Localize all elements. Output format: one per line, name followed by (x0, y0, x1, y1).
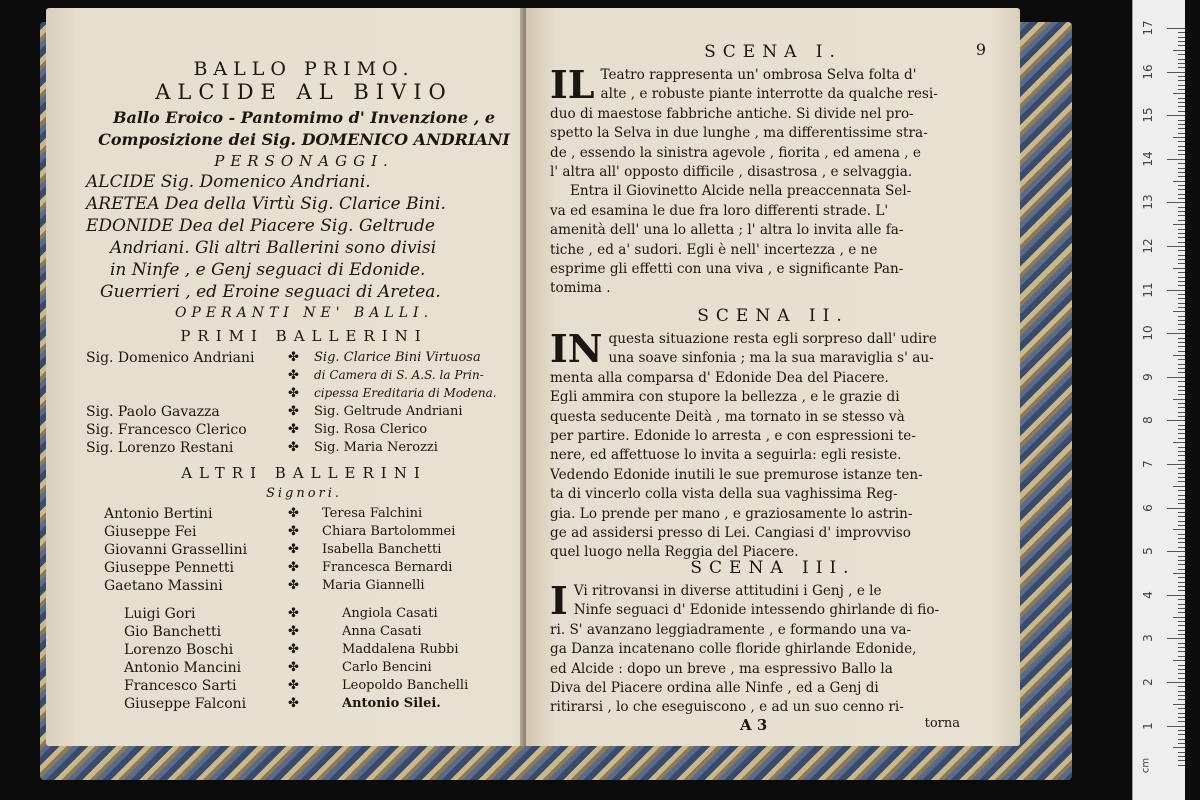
ruler-number: 9 (1141, 372, 1155, 381)
ruler-tick (1178, 556, 1185, 557)
ruler-tick (1178, 368, 1185, 369)
ruler-tick (1178, 547, 1185, 548)
cast-line: ALCIDE Sig. Domenico Andriani. (86, 172, 371, 192)
left-page (46, 8, 562, 746)
dancer-name: Antonio Mancini (124, 660, 242, 676)
ruler-tick (1178, 477, 1185, 478)
ruler-tick (1173, 617, 1185, 618)
catchword: torna (924, 716, 960, 731)
ruler-tick (1178, 765, 1185, 766)
text-line: duo di maestose fabbriche antiche. Si divide nel pro- (550, 105, 914, 122)
text-line: quel luogo nella Reggia del Piacere. (550, 544, 799, 561)
ruler-tick (1178, 447, 1185, 448)
ruler-tick (1178, 713, 1185, 714)
text-line: tiche , ed a' sudori. Egli è nell' incertezza , e ne (550, 241, 878, 258)
ruler-tick (1178, 189, 1185, 190)
text-line: Vedendo Edonide inutili le sue premurose istanze ten- (550, 466, 923, 483)
text-line: tomima . (550, 280, 611, 297)
fleuron-icon: ✤ (288, 350, 299, 365)
ruler-number: 6 (1141, 503, 1155, 512)
ruler-tick (1173, 93, 1185, 94)
ruler-tick (1178, 194, 1185, 195)
dancer-name: Francesco Sarti (124, 678, 237, 694)
ruler-tick (1178, 32, 1185, 33)
ruler-tick (1167, 595, 1185, 596)
ruler-tick (1178, 259, 1185, 260)
ruler-tick (1178, 752, 1185, 753)
ruler-tick (1178, 669, 1185, 670)
ruler-tick (1178, 102, 1185, 103)
ruler-tick (1178, 412, 1185, 413)
ruler-tick (1173, 137, 1185, 138)
altri-heading: ALTRI BALLERINI (181, 464, 427, 482)
ruler-tick (1178, 120, 1185, 121)
scena-2-text (550, 326, 998, 563)
dancer-name: Maria Giannelli (322, 578, 425, 593)
ruler-tick (1178, 342, 1185, 343)
primi-heading: PRIMI BALLERINI (180, 327, 428, 345)
ruler-tick (1178, 242, 1185, 243)
ruler-tick (1178, 490, 1185, 491)
right-page (526, 8, 1020, 746)
ruler-tick (1167, 377, 1185, 378)
ruler-tick (1178, 133, 1185, 134)
ruler-number: 14 (1141, 151, 1155, 167)
dancer-name: Isabella Banchetti (322, 542, 442, 557)
ruler-tick (1178, 678, 1185, 679)
ruler-number: 11 (1141, 281, 1155, 298)
dancer-name: Leopoldo Banchelli (342, 678, 469, 693)
ruler-tick (1178, 45, 1185, 46)
ruler-tick (1178, 59, 1185, 60)
ruler-tick (1178, 163, 1185, 164)
ruler-tick (1178, 67, 1185, 68)
ruler-tick (1178, 390, 1185, 391)
ruler-tick (1178, 63, 1185, 64)
text-line: l' altra all' opposto difficile , disastrosa , e selvaggia. (550, 164, 913, 181)
ruler-tick (1178, 516, 1185, 517)
ruler-tick (1178, 739, 1185, 740)
ruler-tick (1178, 665, 1185, 666)
dancer-name: Antonio Silei. (342, 696, 441, 711)
ruler-tick (1178, 564, 1185, 565)
dancer-name: Sig. Maria Nerozzi (314, 440, 438, 455)
text-line: gia. Lo prende per mano , e graziosamente lo astrin- (550, 505, 913, 522)
text-line: alte , e robuste piante interrotte da qualche resi- (600, 86, 938, 103)
ruler-number: 8 (1141, 416, 1155, 425)
text-line: questa seducente Deità , ma tornato in se stesso và (550, 408, 905, 425)
ruler-tick (1178, 359, 1185, 360)
text-line: Teatro rappresenta un' ombrosa Selva folta d' (600, 67, 917, 83)
ruler-tick (1178, 433, 1185, 434)
ruler-tick (1178, 176, 1185, 177)
text-line: esprime gli effetti con una viva , e significante Pan- (550, 261, 904, 278)
text-line: ga Danza incatenano colle floride ghirlande Edonide, (550, 641, 917, 658)
ruler-tick (1178, 651, 1185, 652)
ruler-tick (1178, 451, 1185, 452)
ruler-tick (1178, 760, 1185, 761)
dancer-name: Chiara Bartolommei (322, 524, 456, 539)
ruler-tick (1178, 621, 1185, 622)
ruler-tick (1178, 98, 1185, 99)
ruler-tick (1178, 324, 1185, 325)
ruler-tick (1178, 237, 1185, 238)
ruler-tick (1178, 438, 1185, 439)
ballo-subtitle: ALCIDE AL BIVIO (155, 80, 453, 104)
ruler-tick (1178, 364, 1185, 365)
ruler-tick (1178, 37, 1185, 38)
scena-1-title: SCENA I. (704, 42, 842, 62)
ruler-tick (1178, 272, 1185, 273)
ruler-number: 1 (1141, 721, 1155, 730)
ruler-tick (1178, 338, 1185, 339)
ruler-tick (1173, 660, 1185, 661)
text-line: ge ad assidersi presso di Lei. Cangiasi d' improvviso (550, 525, 911, 542)
text-line: ri. S' avanzano leggiadramente , e formando una va- (550, 621, 912, 638)
fleuron-icon: ✤ (288, 368, 299, 383)
dancer-name: Luigi Gori (124, 606, 196, 622)
ruler-tick (1178, 429, 1185, 430)
dancer-name: Anna Casati (342, 624, 422, 639)
ruler-tick (1178, 673, 1185, 674)
ruler-tick (1178, 656, 1185, 657)
ruler-tick (1178, 695, 1185, 696)
ruler-number: 13 (1141, 194, 1155, 211)
text-line: Ninfe seguaci d' Edonide intessendo ghirlande di fio- (573, 602, 940, 619)
text-line: Diva del Piacere ordina alle Ninfe , ed a Genj di (550, 680, 879, 697)
fleuron-icon: ✤ (288, 678, 299, 693)
text-line: de , essendo la sinistra agevole , fiorita , ed amena , e (550, 144, 921, 161)
ruler-tick (1178, 41, 1185, 42)
text-line: Entra il Giovinetto Alcide nella preaccennata Sel- (570, 183, 912, 200)
ruler-tick (1178, 229, 1185, 230)
ruler-tick (1178, 612, 1185, 613)
ruler-tick (1178, 708, 1185, 709)
dancer-name: Lorenzo Boschi (124, 642, 234, 658)
ruler-tick (1178, 211, 1185, 212)
text-line: amenità dell' una lo alletta ; l' altra lo invita alle fa- (550, 222, 904, 239)
ruler-tick (1178, 198, 1185, 199)
text-line: menta alla comparsa d' Edonide Dea del Piacere. (550, 369, 889, 386)
dancer-name: Sig. Francesco Clerico (86, 422, 247, 438)
dancer-name: Sig. Geltrude Andriani (314, 404, 463, 419)
dancer-name: Sig. Paolo Gavazza (86, 404, 220, 420)
ruler-tick (1178, 455, 1185, 456)
ruler-tick (1178, 495, 1185, 496)
text-line: va ed esamina le due fra loro differenti strade. L' (550, 202, 889, 219)
ruler-tick (1178, 604, 1185, 605)
ruler-tick (1178, 277, 1185, 278)
ruler-tick (1167, 246, 1185, 247)
ruler-tick (1173, 529, 1185, 530)
ruler-tick (1178, 599, 1185, 600)
dancer-name: Sig. Rosa Clerico (314, 422, 428, 437)
ruler-tick (1178, 150, 1185, 151)
cast-line: Guerrieri , ed Eroine seguaci di Aretea. (100, 282, 441, 302)
dancer-name: Sig. Lorenzo Restani (86, 440, 234, 456)
ruler-tick (1178, 730, 1185, 731)
fleuron-icon: ✤ (288, 506, 299, 521)
ruler-tick (1178, 756, 1185, 757)
ruler-tick (1167, 290, 1185, 291)
ruler-tick (1178, 468, 1185, 469)
dancer-name: Giuseppe Pennetti (104, 560, 234, 576)
ruler-tick (1178, 569, 1185, 570)
ruler-tick (1178, 54, 1185, 55)
ruler-tick (1178, 577, 1185, 578)
ruler-tick (1178, 425, 1185, 426)
scena-3-text (550, 578, 998, 718)
ruler-tick (1178, 285, 1185, 286)
ruler-tick (1178, 734, 1185, 735)
ruler-tick (1178, 403, 1185, 404)
measuring-ruler (1132, 0, 1185, 800)
ruler-tick (1167, 551, 1185, 552)
ruler-tick (1178, 85, 1185, 86)
ruler-tick (1178, 721, 1185, 722)
ruler-tick (1178, 460, 1185, 461)
fleuron-icon: ✤ (288, 660, 299, 675)
ruler-number: 2 (1141, 678, 1155, 686)
ruler-tick (1178, 381, 1185, 382)
ruler-tick (1167, 72, 1185, 73)
personaggi-heading: PERSONAGGI. (214, 152, 394, 170)
ruler-tick (1178, 220, 1185, 221)
ruler-tick (1178, 499, 1185, 500)
ruler-tick (1178, 298, 1185, 299)
ruler-tick (1178, 128, 1185, 129)
operanti-heading: OPERANTI NE' BALLI. (174, 305, 434, 321)
ruler-tick (1178, 372, 1185, 373)
fleuron-icon: ✤ (288, 606, 299, 621)
dancer-name: Teresa Falchini (322, 506, 423, 521)
cast-line: ARETEA Dea della Virtù Sig. Clarice Bini. (86, 194, 446, 214)
fleuron-icon: ✤ (288, 624, 299, 639)
ruler-tick (1178, 111, 1185, 112)
cast-line: in Ninfe , e Genj seguaci di Edonide. (110, 260, 426, 280)
ruler-tick (1173, 50, 1185, 51)
dancer-name: Carlo Bencini (342, 660, 432, 675)
fleuron-icon: ✤ (288, 524, 299, 539)
ruler-tick (1178, 538, 1185, 539)
ruler-number: 5 (1141, 547, 1155, 556)
ruler-tick (1178, 154, 1185, 155)
dancer-name: Sig. Clarice Bini Virtuosa (314, 350, 481, 365)
ballo-desc-2: Composizione dei Sig. DOMENICO ANDRIANI (98, 130, 510, 149)
ruler-tick (1167, 464, 1185, 465)
text-line: ta di vincerlo colla vista della sua vaghissima Reg- (550, 486, 898, 503)
ruler-tick (1178, 407, 1185, 408)
ruler-number: 16 (1141, 63, 1155, 80)
ruler-tick (1173, 704, 1185, 705)
ruler-number: 12 (1141, 238, 1155, 254)
ruler-tick (1173, 224, 1185, 225)
dancer-name: Antonio Bertini (104, 506, 213, 522)
ruler-tick (1167, 420, 1185, 421)
signori-heading: Signori. (265, 486, 343, 501)
ruler-tick (1178, 560, 1185, 561)
ruler-tick (1167, 333, 1185, 334)
ruler-tick (1167, 508, 1185, 509)
ruler-tick (1178, 172, 1185, 173)
ruler-tick (1178, 717, 1185, 718)
ruler-tick (1178, 608, 1185, 609)
ruler-tick (1178, 106, 1185, 107)
drop-capital: I (550, 578, 568, 623)
fleuron-icon: ✤ (288, 578, 299, 593)
ruler-tick (1167, 115, 1185, 116)
ruler-tick (1178, 394, 1185, 395)
ruler-tick (1178, 691, 1185, 692)
text-line: spetto la Selva in due lunghe , ma differentissime stra- (550, 125, 928, 142)
ruler-tick (1173, 573, 1185, 574)
text-line: Vi ritrovansi in diverse attitudini i Genj , e le (573, 583, 882, 599)
ruler-number: 7 (1141, 460, 1155, 468)
ruler-tick (1173, 268, 1185, 269)
ruler-tick (1178, 625, 1185, 626)
ruler-tick (1178, 329, 1185, 330)
ruler-number: 4 (1141, 590, 1155, 599)
scena-3-title: SCENA III. (690, 558, 856, 578)
drop-capital: IN (550, 326, 603, 371)
ruler-tick (1167, 682, 1185, 683)
ruler-tick (1173, 311, 1185, 312)
text-line: ritirarsi , lo che eseguiscono , e ad un suo cenno ri- (550, 699, 904, 716)
ruler-tick (1173, 486, 1185, 487)
fleuron-icon: ✤ (288, 560, 299, 575)
ruler-tick (1178, 630, 1185, 631)
fleuron-icon: ✤ (288, 422, 299, 437)
fleuron-icon: ✤ (288, 696, 299, 711)
ruler-tick (1178, 320, 1185, 321)
dancer-name: Francesca Bernardi (322, 560, 453, 575)
dancer-name: cipessa Ereditaria di Modena. (314, 386, 497, 400)
ruler-tick (1178, 281, 1185, 282)
ruler-number: 3 (1141, 634, 1155, 643)
drop-capital: IL (550, 62, 595, 107)
ruler-tick (1178, 351, 1185, 352)
ruler-tick (1173, 181, 1185, 182)
ruler-tick (1178, 80, 1185, 81)
ruler-tick (1178, 215, 1185, 216)
cast-line: Andriani. Gli altri Ballerini sono divisi (110, 238, 437, 258)
ruler-number: 17 (1141, 20, 1155, 36)
cast-line: EDONIDE Dea del Piacere Sig. Geltrude (86, 216, 435, 236)
ruler-tick (1167, 159, 1185, 160)
fleuron-icon: ✤ (288, 440, 299, 455)
ruler-tick (1178, 512, 1185, 513)
dancer-name: Giuseppe Falconi (124, 696, 247, 712)
signature-mark: A 3 (740, 716, 768, 734)
ruler-number: 10 (1141, 325, 1155, 341)
ruler-tick (1178, 141, 1185, 142)
ruler-tick (1178, 634, 1185, 635)
ballo-title: BALLO PRIMO. (193, 58, 415, 80)
ruler-tick (1178, 255, 1185, 256)
ruler-tick (1178, 699, 1185, 700)
dancer-name: Giovanni Grassellini (104, 542, 248, 558)
ruler-tick (1178, 146, 1185, 147)
ruler-tick (1178, 124, 1185, 125)
dancer-name: Gio Banchetti (124, 624, 222, 640)
ruler-tick (1173, 399, 1185, 400)
ruler-tick (1178, 481, 1185, 482)
dancer-name: Giuseppe Fei (104, 524, 197, 540)
text-line: nere, ed affettuose lo invita a seguirla: egli resiste. (550, 447, 902, 464)
text-line: per partire. Edonide lo arresta , e con espressioni te- (550, 428, 916, 445)
ruler-tick (1167, 726, 1185, 727)
ruler-tick (1178, 416, 1185, 417)
dancer-name: Angiola Casati (342, 606, 438, 621)
scena-1-text (550, 62, 998, 299)
scena-2-title: SCENA II. (697, 306, 849, 326)
ruler-tick (1178, 307, 1185, 308)
dancer-name: Maddalena Rubbi (342, 642, 459, 657)
ruler-unit: cm (1140, 757, 1152, 774)
ruler-tick (1167, 202, 1185, 203)
fleuron-icon: ✤ (288, 542, 299, 557)
text-line: ed Alcide : dopo un breve , ma espressivo Ballo la (550, 660, 893, 677)
ruler-tick (1178, 76, 1185, 77)
ruler-tick (1178, 743, 1185, 744)
ruler-tick (1178, 647, 1185, 648)
ruler-tick (1173, 442, 1185, 443)
ruler-tick (1178, 503, 1185, 504)
ruler-tick (1178, 185, 1185, 186)
ruler-tick (1178, 316, 1185, 317)
ruler-tick (1173, 355, 1185, 356)
text-line: Egli ammira con stupore la bellezza , e le grazie di (550, 389, 900, 406)
dancer-name: Sig. Domenico Andriani (86, 350, 255, 366)
ruler-number: 15 (1141, 107, 1155, 123)
ruler-tick (1178, 89, 1185, 90)
ruler-tick (1178, 207, 1185, 208)
text-line: questa situazione resta egli sorpreso dall' udire (608, 331, 937, 347)
ruler-tick (1178, 263, 1185, 264)
ruler-tick (1178, 473, 1185, 474)
ballo-desc-1: Ballo Eroico - Pantomimo d' Invenzione , e (112, 108, 496, 127)
ruler-tick (1178, 294, 1185, 295)
ruler-tick (1178, 582, 1185, 583)
ruler-tick (1178, 168, 1185, 169)
ruler-tick (1178, 525, 1185, 526)
ruler-tick (1173, 747, 1185, 748)
ruler-tick (1178, 643, 1185, 644)
ruler-tick (1167, 638, 1185, 639)
fleuron-icon: ✤ (288, 642, 299, 657)
page-number: 9 (975, 40, 986, 59)
ruler-tick (1178, 590, 1185, 591)
ruler-tick (1178, 250, 1185, 251)
ruler-tick (1167, 28, 1185, 29)
ruler-tick (1178, 303, 1185, 304)
ruler-tick (1178, 521, 1185, 522)
fleuron-icon: ✤ (288, 404, 299, 419)
ruler-tick (1178, 386, 1185, 387)
ruler-tick (1178, 346, 1185, 347)
ruler-tick (1178, 534, 1185, 535)
fleuron-icon: ✤ (288, 386, 299, 401)
dancer-name: di Camera di S. A.S. la Prin- (314, 368, 484, 382)
ruler-tick (1178, 586, 1185, 587)
dancer-name: Gaetano Massini (104, 578, 223, 594)
text-line: una soave sinfonia ; ma la sua maraviglia s' au- (608, 350, 934, 367)
ruler-tick (1178, 542, 1185, 543)
ruler-tick (1178, 233, 1185, 234)
ruler-tick (1178, 686, 1185, 687)
